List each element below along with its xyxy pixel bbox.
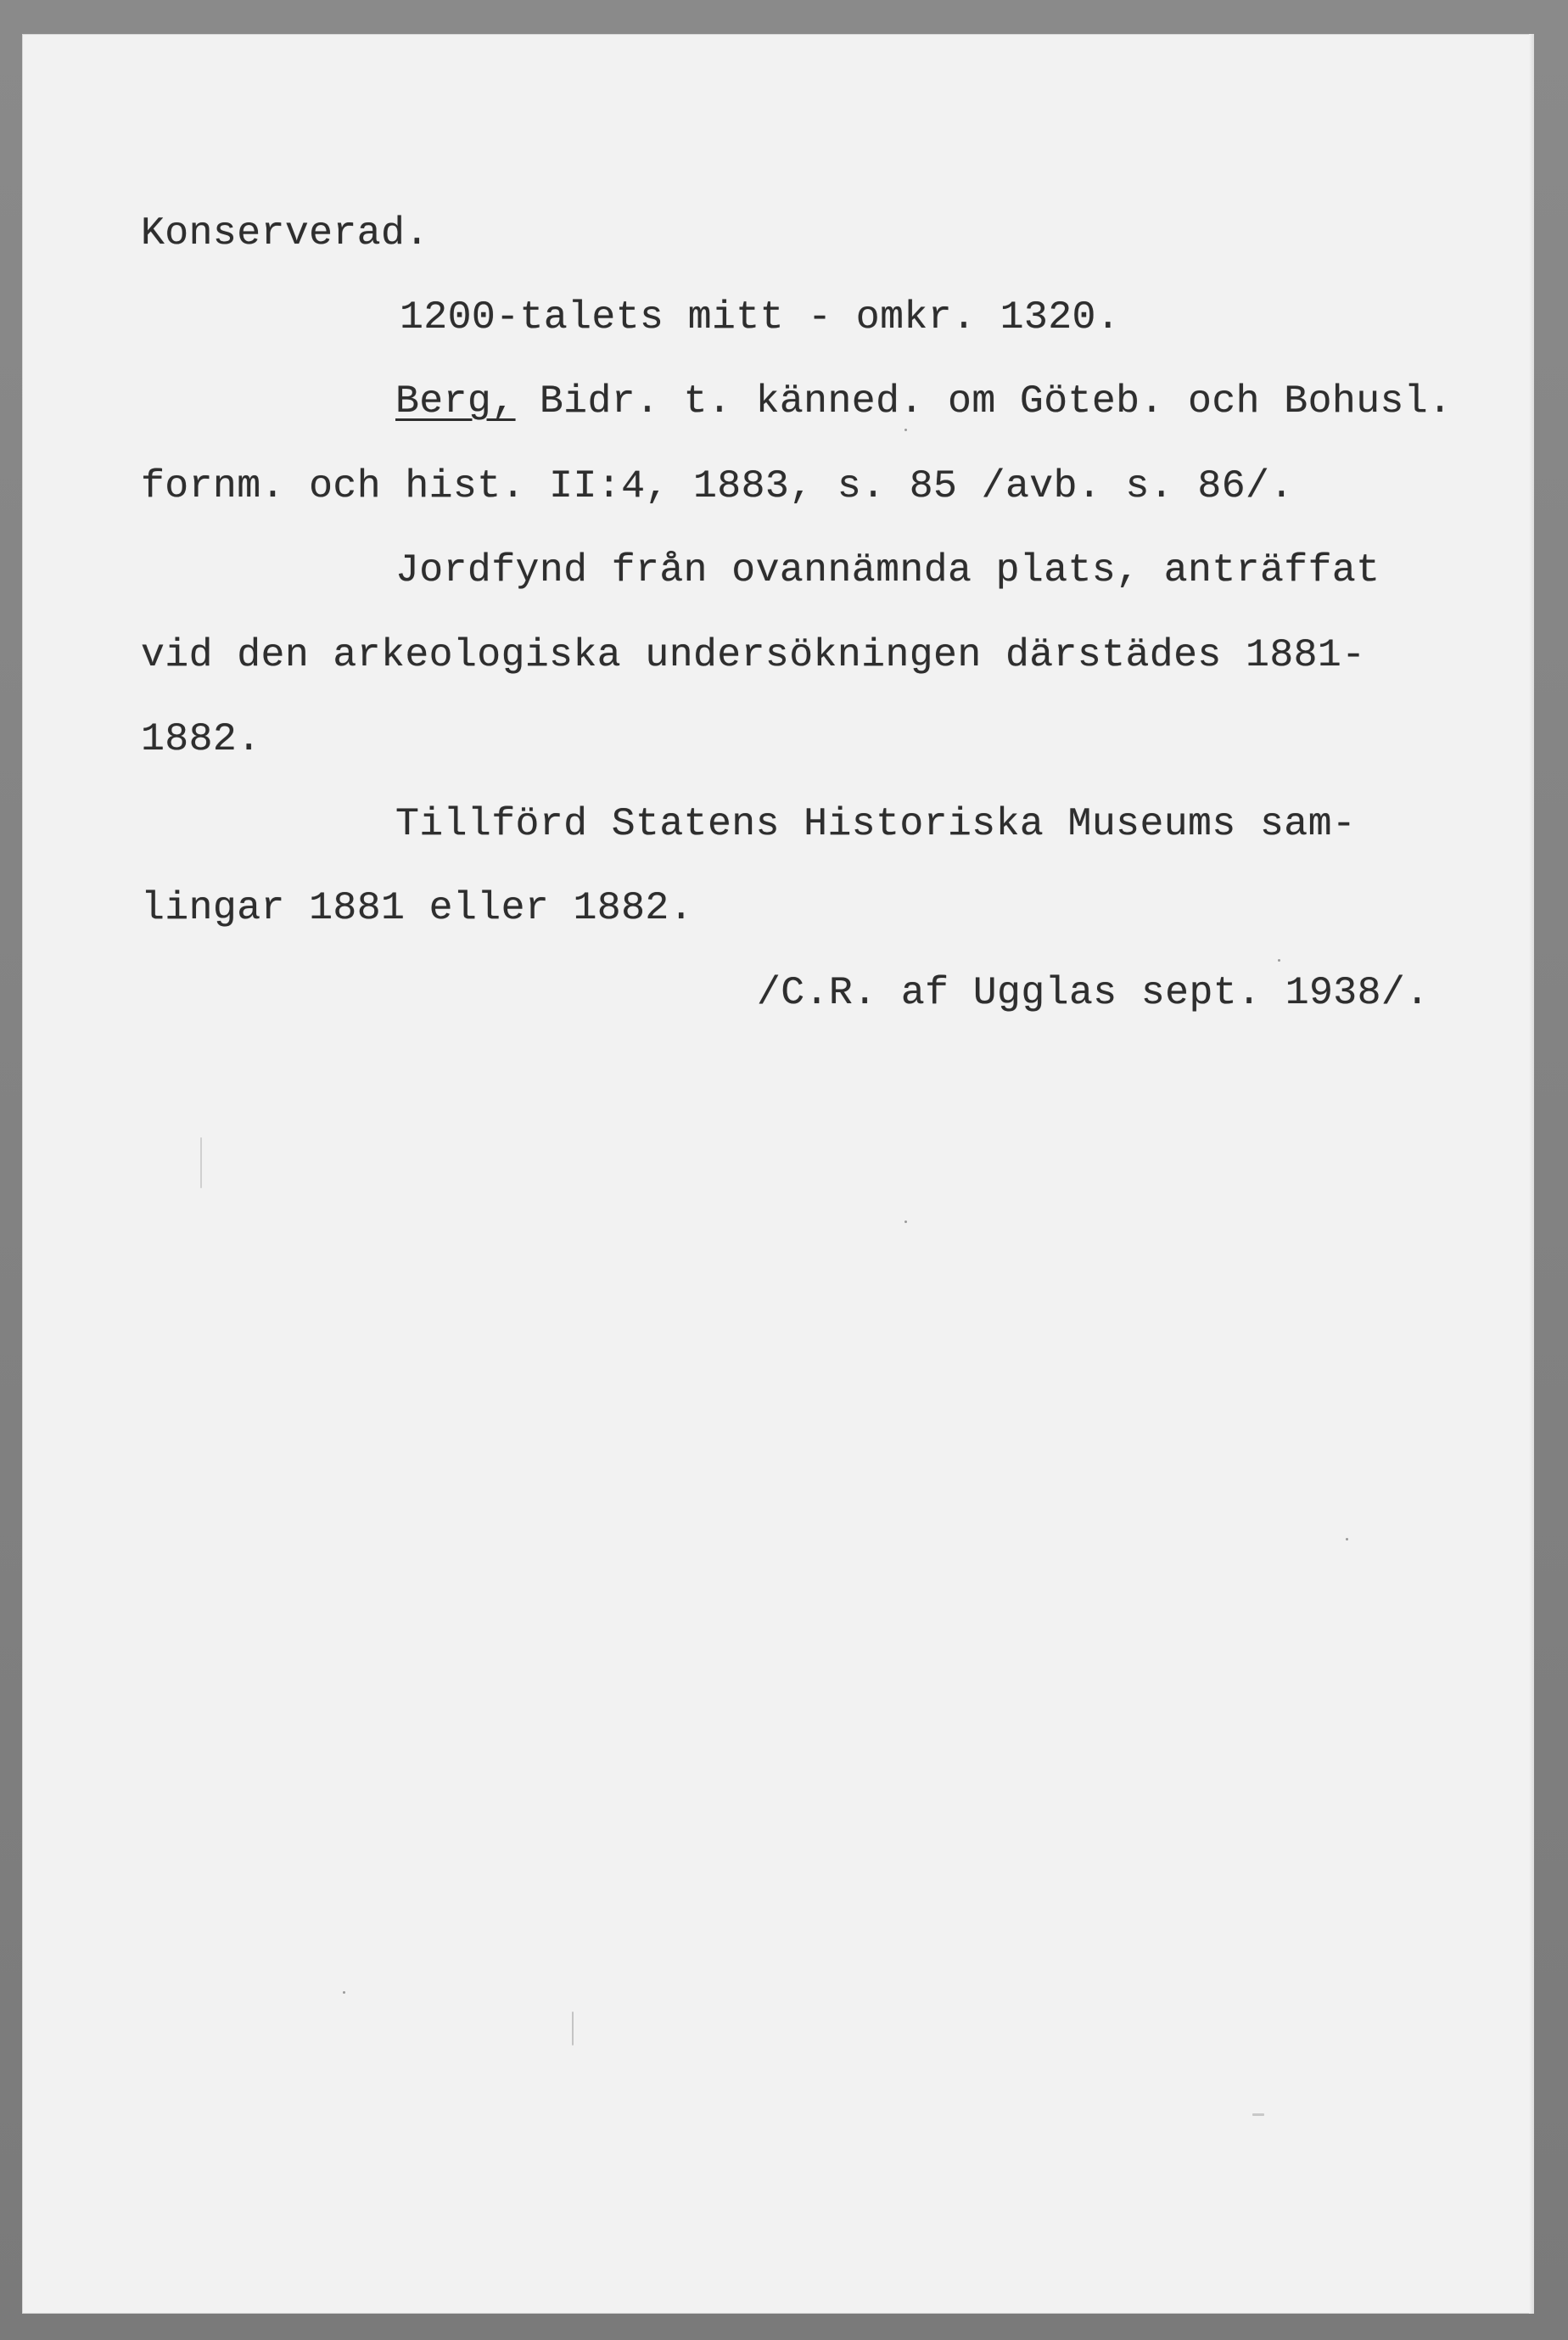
- catalog-card: [22, 34, 1534, 2314]
- reference-title: Bidr. t. känned. om Göteb. och Bohusl.: [515, 379, 1453, 424]
- paper-mark: [572, 2012, 574, 2045]
- reference-author: Berg,: [395, 379, 516, 424]
- accession-line-1: Tillförd Statens Historiska Museums sam-: [395, 801, 1357, 846]
- find-line-1: Jordfynd från ovannämnda plats, anträffat: [395, 547, 1380, 592]
- accession-line-2: lingar 1881 eller 1882.: [141, 885, 694, 930]
- dating-line: 1200-talets mitt - omkr. 1320.: [400, 295, 1121, 339]
- paper-speck: [904, 429, 907, 431]
- find-line-3: 1882.: [141, 716, 261, 761]
- paper-speck: [1346, 1538, 1348, 1540]
- paper-mark: [1252, 2113, 1264, 2116]
- find-line-2: vid den arkeologiska undersökningen därstädes 1881-: [141, 632, 1366, 677]
- paper-speck: [904, 1221, 907, 1223]
- paper-mark: [200, 1137, 202, 1188]
- paper-speck: [1278, 959, 1280, 962]
- signature-line: /C.R. af Ugglas sept. 1938/.: [757, 970, 1430, 1015]
- reference-line-1: [395, 379, 1453, 424]
- paper-speck: [343, 1991, 345, 1994]
- status-line: Konserverad.: [141, 210, 429, 255]
- reference-line-2: fornm. och hist. II:4, 1883, s. 85 /avb. s. 86/.: [141, 463, 1294, 508]
